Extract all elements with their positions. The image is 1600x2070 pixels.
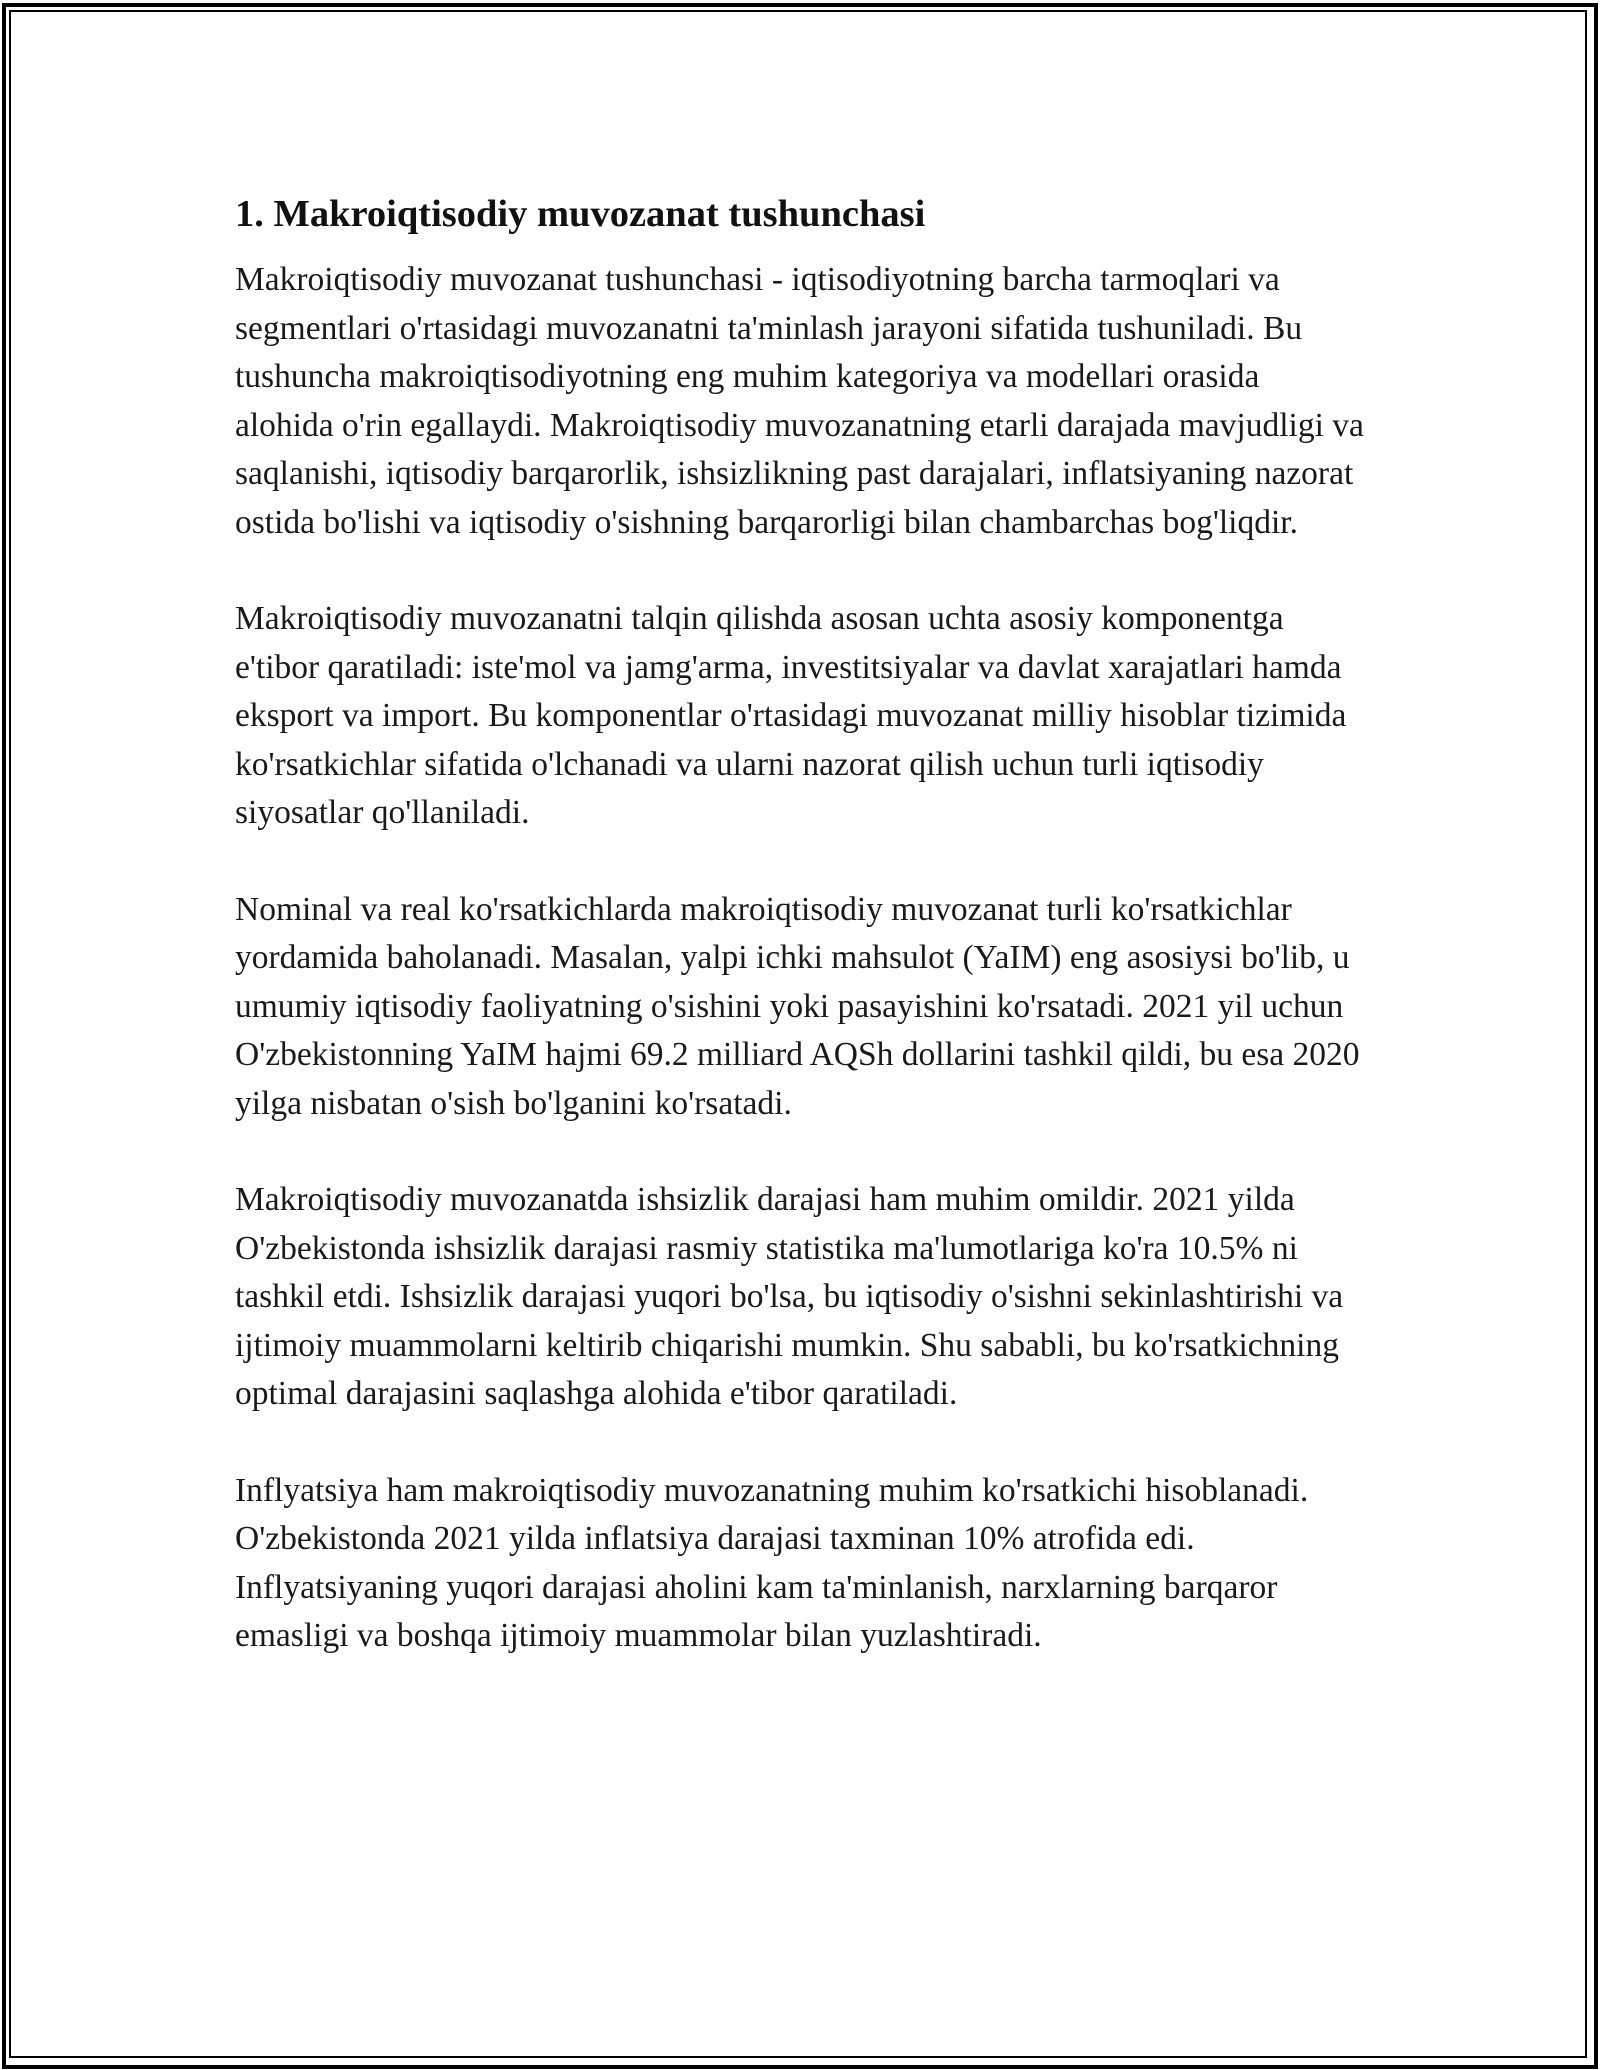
section-heading: 1. Makroiqtisodiy muvozanat tushunchasi — [235, 193, 926, 235]
paragraph-3: Nominal va real ko'rsatkichlarda makroiqtisodiy muvozanat turli ko'rsatkichlar yordamida baholanadi. Masalan, yalpi ichki mahsulot (YaIM) eng asosiysi bo'lib, u umumiy iqtisodiy faoliyatning o'sishini yoki pasayishini ko'rsatadi. 2021 yil uchun O'zbekistonning YaIM hajmi 69.2 milliard AQSh dollarini tashkil qildi, bu esa 2020 yilga nisbatan o'sish bo'lganini ko'rsatadi. — [235, 890, 1360, 1122]
paragraph-4: Makroiqtisodiy muvozanatda ishsizlik darajasi ham muhim omildir. 2021 yilda O'zbekistonda ishsizlik darajasi rasmiy statistika ma'lumotlariga ko'ra 10.5% ni tashkil etdi. Ishsizlik darajasi yuqori bo'lsa, bu iqtisodiy o'sishni sekinlashtirishi va ijtimoiy muammolarni keltirib chiqarishi mumkin. Shu sababli, bu ko'rsatkichning optimal darajasini saqlashga alohida e'tibor qaratiladi. — [235, 1181, 1344, 1412]
paragraph-2: Makroiqtisodiy muvozanatni talqin qilishda asosan uchta asosiy komponentga e'tibor qaratiladi: iste'mol va jamg'arma, investitsiyalar va davlat xarajatlari hamda eksport va import. Bu komponentlar o'rtasidagi muvozanat milliy hisoblar tizimida ko'rsatkichlar sifatida o'lchanadi va ularni nazorat qilish uchun turli iqtisodiy siyosatlar qo'llaniladi. — [235, 600, 1347, 831]
document-body — [235, 184, 1365, 1661]
paragraph-1: Makroiqtisodiy muvozanat tushunchasi - iqtisodiyotning barcha tarmoqlari va segmentlari o'rtasidagi muvozanatni ta'minlash jarayoni sifatida tushuniladi. Bu tushuncha makroiqtisodiyotning eng muhim kategoriya va modellari orasida alohida o'rin egallaydi. Makroiqtisodiy muvozanatning etarli darajada mavjudligi va saqlanishi, iqtisodiy barqarorlik, ishsizlikning past darajalari, inflatsiyaning nazorat ostida bo'lishi va iqtisodiy o'sishning barqarorligi bilan chambarchas bog'liqdir. — [235, 261, 1364, 541]
paragraph-5: Inflyatsiya ham makroiqtisodiy muvozanatning muhim ko'rsatkichi hisoblanadi. O'zbekistonda 2021 yilda inflatsiya darajasi taxminan 10% atrofida edi. Inflyatsiyaning yuqori darajasi aholini kam ta'minlanish, narxlarning barqaror emasligi va boshqa ijtimoiy muammolar bilan yuzlashtiradi. — [235, 1471, 1309, 1654]
